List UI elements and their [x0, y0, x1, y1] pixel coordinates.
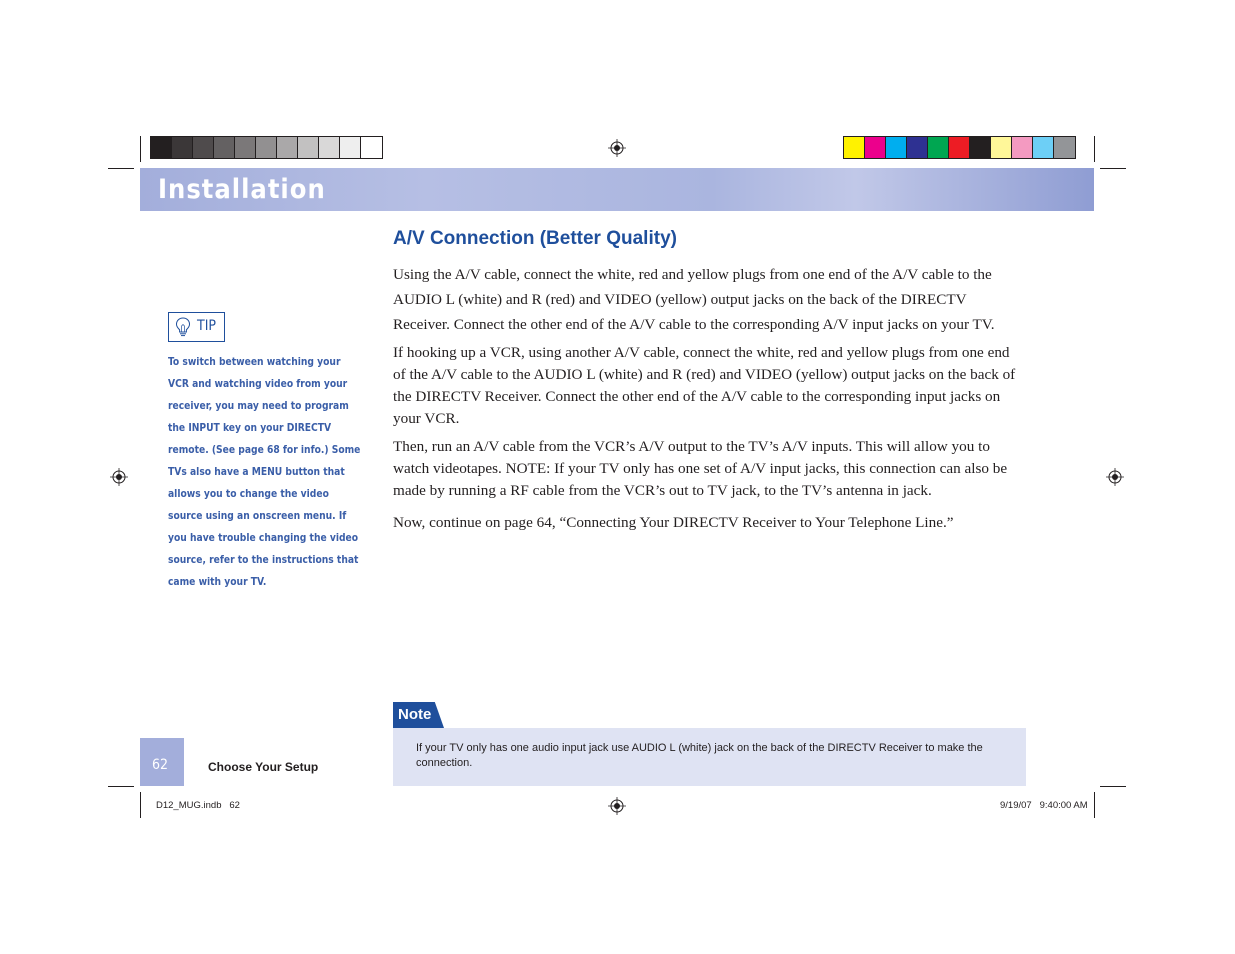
color-swatch	[256, 137, 277, 158]
color-swatch	[340, 137, 361, 158]
registration-mark-icon	[608, 797, 626, 815]
lightbulb-icon	[175, 317, 191, 337]
body-paragraph: If hooking up a VCR, using another A/V cable, connect the white, red and yellow plugs from one end of the A/V cable to the AUDIO L (white) and R (red) and VIDEO (yellow) output jacks on the back of the DIRECTV Receiver. Connect the other end of the A/V cable to the corresponding input jacks on your VCR.	[393, 344, 1016, 427]
color-swatch	[844, 137, 865, 158]
tip-badge	[168, 312, 225, 342]
crop-mark	[1100, 168, 1126, 169]
page-heading: A/V Connection (Better Quality)	[393, 228, 677, 249]
color-swatch	[277, 137, 298, 158]
color-swatch	[1033, 137, 1054, 158]
color-swatch	[319, 137, 340, 158]
color-swatch	[193, 137, 214, 158]
process-color-bar	[843, 136, 1076, 159]
body-paragraph: Now, continue on page 64, “Connecting Your DIRECTV Receiver to Your Telephone Line.”	[393, 514, 954, 531]
color-swatch	[151, 137, 172, 158]
registration-mark-icon	[1106, 468, 1124, 486]
color-swatch	[949, 137, 970, 158]
color-swatch	[928, 137, 949, 158]
page-number: 62	[152, 757, 169, 773]
note-text: If your TV only has one audio input jack use AUDIO L (white) jack on the back of the DIRECTV Receiver to make the connection.	[416, 742, 983, 769]
color-swatch	[214, 137, 235, 158]
crop-mark	[108, 168, 134, 169]
color-swatch	[172, 137, 193, 158]
tip-label: TIP	[197, 318, 216, 334]
color-swatch	[865, 137, 886, 158]
body-paragraph: Using the A/V cable, connect the white, red and yellow plugs from one end of the A/V cable to the AUDIO L (white) and R (red) and VIDEO (yellow) output jacks on the back of the DIRECTV Receiver. Connect the other end of the A/V cable to the corresponding A/V input jacks on your TV.	[393, 266, 995, 333]
color-swatch	[970, 137, 991, 158]
crop-mark	[1100, 786, 1126, 787]
color-swatch	[991, 137, 1012, 158]
note-label: Note	[398, 706, 432, 723]
color-swatch	[1012, 137, 1033, 158]
body-paragraph: Then, run an A/V cable from the VCR’s A/V output to the TV’s A/V inputs. This will allow you to watch videotapes. NOTE: If your TV only has one set of A/V input jacks, this connection can also be made by running a RF cable from the VCR’s out to TV jack, to the TV’s antenna in jack.	[393, 438, 1008, 499]
crop-mark	[140, 792, 141, 818]
grayscale-color-bar	[150, 136, 383, 159]
registration-mark-icon	[608, 139, 626, 157]
registration-mark-icon	[110, 468, 128, 486]
crop-mark	[1094, 792, 1095, 818]
color-swatch	[298, 137, 319, 158]
crop-mark	[140, 136, 141, 162]
print-slug-file: D12_MUG.indb 62	[156, 800, 240, 811]
print-slug-date: 9/19/07 9:40:00 AM	[1000, 800, 1088, 811]
color-swatch	[1054, 137, 1075, 158]
crop-mark	[108, 786, 134, 787]
color-swatch	[886, 137, 907, 158]
color-swatch	[235, 137, 256, 158]
tip-text: To switch between watching your VCR and watching video from your receiver, you may need to program the INPUT key on your DIRECTV remote. (See page 68 for info.) Some TVs also have a MENU button that allows you to change the video source using an onscreen menu. If you have trouble changing the video source, refer to the instructions that came with your TV.	[168, 357, 361, 588]
section-name: Choose Your Setup	[208, 760, 319, 774]
section-title: Installation	[158, 174, 326, 205]
color-swatch	[361, 137, 382, 158]
crop-mark	[1094, 136, 1095, 162]
color-swatch	[907, 137, 928, 158]
